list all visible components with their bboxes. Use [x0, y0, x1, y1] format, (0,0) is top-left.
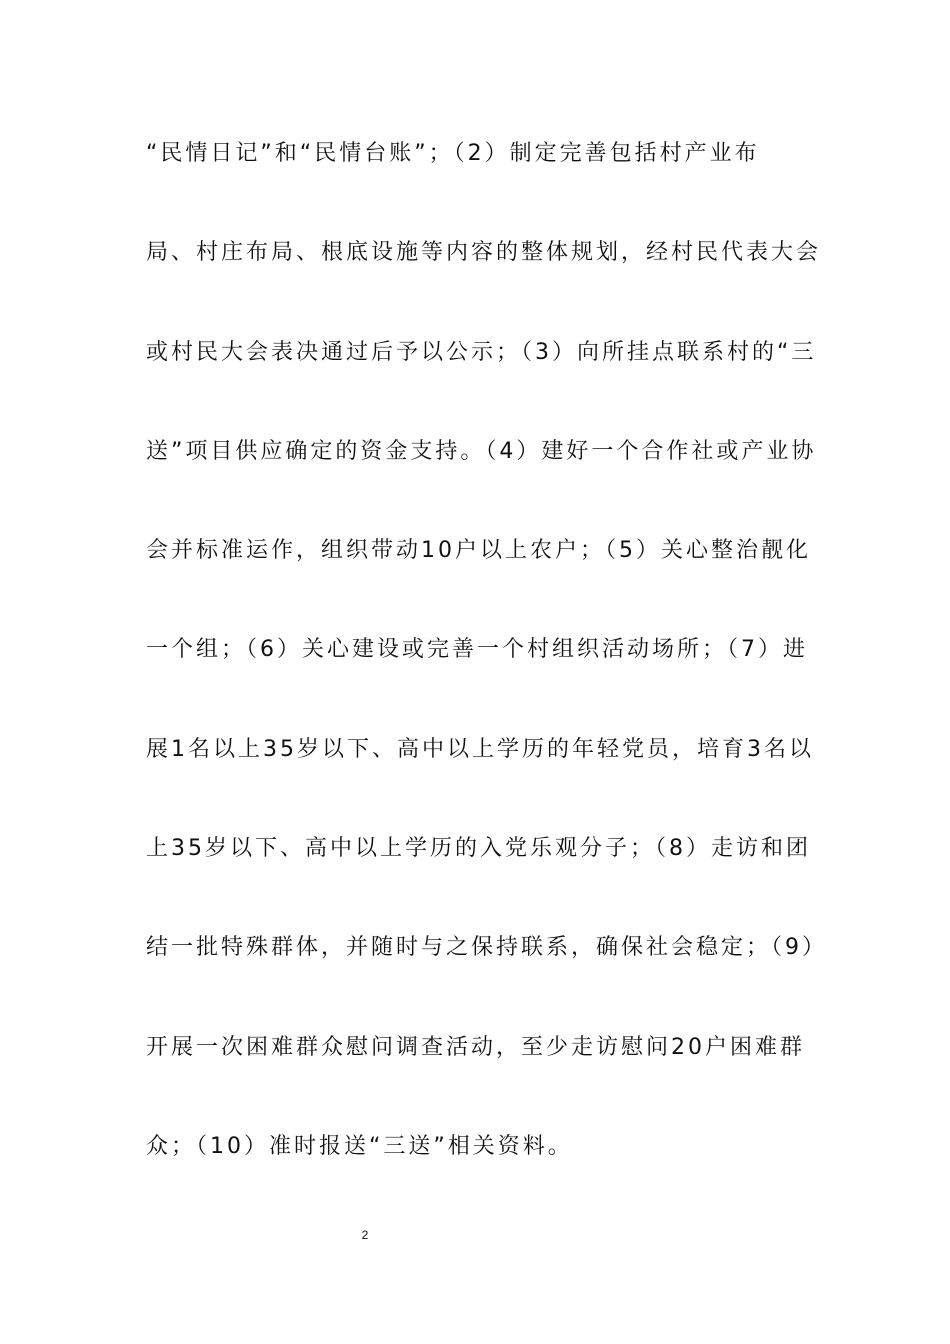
text-line: 会并标准运作，组织带动10户以上农户；（5）关心整治靓化 [146, 538, 811, 563]
text-line: 众；（10）准时报送“三送”相关资料。 [146, 1134, 573, 1159]
text-line: 或村民大会表决通过后予以公示；（3）向所挂点联系村的“三 [146, 340, 817, 365]
text-line: 一个组；（6）关心建设或完善一个村组织活动场所；（7）进 [146, 637, 808, 662]
text-line: “民情日记”和“民情台账”；（2）制定完善包括村产业布 [146, 141, 760, 166]
text-line: 开展一次困难群众慰问调查活动，至少走访慰问20户困难群 [146, 1035, 805, 1060]
text-line: 送”项目供应确定的资金支持。（4）建好一个合作社或产业协 [146, 439, 817, 464]
text-line: 展1名以上35岁以下、高中以上学历的年轻党员，培育3名以 [146, 737, 814, 762]
text-line: 结一批特殊群体，并随时与之保持联系，确保社会稳定；（9） [146, 935, 827, 960]
text-line: 局、村庄布局、根底设施等内容的整体规划，经村民代表大会 [146, 240, 822, 265]
page-number: 2 [361, 1228, 369, 1242]
text-line: 上35岁以下、高中以上学历的入党乐观分子；（8）走访和团 [146, 836, 811, 861]
